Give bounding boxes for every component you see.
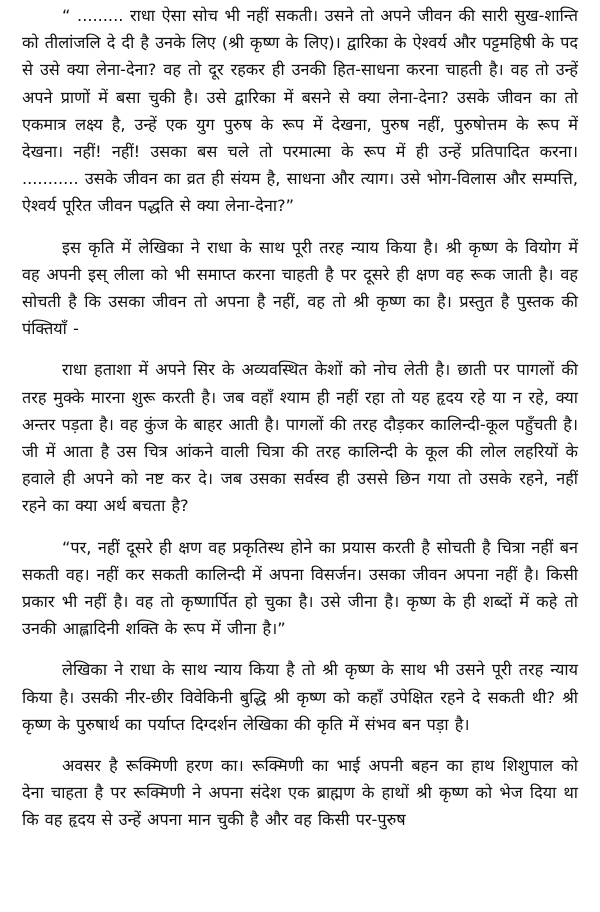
paragraph-justice-krishna: लेखिका ने राधा के साथ न्याय किया है तो श्री कृष्ण के साथ भी उसने पूरी तरह न्याय किया है। उसकी नीर-छीर विवेकिनी बुद्धि श्री कृष्ण को कहाँ उपेक्षित रहने दे सकती थी? श्री कृष्ण के पुरुषार्थ का पर्याप्त दिग्दर्शन लेखिका की कृति में संभव बन पड़ा है।	[22, 660, 578, 734]
paragraph-radha-despair: राधा हताशा में अपने सिर के अव्यवस्थित केशों को नोच लेती है। छाती पर पागलों की तरह मुक्के मारना शुरू करती है। जब वहाँ श्याम ही नहीं रहा तो यह हृदय रहे या न रहे, क्या अन्तर पड़ता है। वह कुंज के बाहर आती है। पागलों की तरह दौड़कर कालिन्दी-कूल पहुँचती है। जी में आता है उस चित्र आंकने वाली चित्रा की तरह कालिन्दी के कूल की लोल लहरियों के हवाले ही अपने को नष्ट कर दे। जब उसका सर्वस्व ही उससे छिन गया तो उसके रहने, नहीं रहने का क्या अर्थ बचता है?	[22, 360, 578, 516]
paragraph-quote-krishnarpit: “पर, नहीं दूसरे ही क्षण वह प्रकृतिस्थ होने का प्रयास करती है सोचती है चित्रा नहीं बन सकती वह। नहीं कर सकती कालिन्दी में अपना विसर्जन। उसका जीवन अपना नहीं है। किसी प्रकार भी नहीं है। वह तो कृष्णार्पित हो चुका है। उसे जीना है। कृष्ण के ही शब्दों में कहे तो उनकी आह्लादिनी शक्ति के रूप में जीना है।”	[22, 537, 578, 639]
paragraph-quote-radha: “ ......... राधा ऐसा सोच भी नहीं सकती। उसने तो अपने जीवन की सारी सुख-शान्ति को तीलांजलि दे दी है उनके लिए (श्री कृष्ण के लिए)। द्वारिका के ऐश्वर्य और पट्टमहिषी के पद से उसे क्या लेना-देना? वह तो दूर रहकर ही उनकी हित-साधना करना चाहती है। वह तो उन्हें अपने प्राणों में बसा चुकी है। उसे द्वारिका में बसने से क्या लेना-देना? उसके जीवन का तो एकमात्र लक्ष्य है, उन्हें एक युग पुरुष के रूप में देखना, पुरुष नहीं, पुरुषोत्तम के रूप में देखना। नहीं! नहीं! उसका बस चले तो परमात्मा के रूप में ही उन्हें प्रतिपादित करना। ........... उसके जीवन का व्रत ही संयम है, साधना और त्याग। उसे भोग-विलास और सम्पत्ति, ऐश्वर्य पूरित जीवन पद्धति से क्या लेना-देना?”	[22, 6, 578, 216]
paragraph-justice-radha: इस कृति में लेखिका ने राधा के साथ पूरी तरह न्याय किया है। श्री कृष्ण के वियोग में वह अपनी इस् लीला को भी समाप्त करना चाहती है पर दूसरे ही क्षण वह रूक जाती है। वह सोचती है कि उसका जीवन तो अपना है नहीं, वह तो श्री कृष्ण का है। प्रस्तुत है पुस्तक की पंक्तियाँ -	[22, 237, 578, 339]
paragraph-rukmini-haran: अवसर है रूक्मिणी हरण का। रूक्मिणी का भाई अपनी बहन का हाथ शिशुपाल को देना चाहता है पर रूक्मिणी ने अपना संदेश एक ब्राह्मण के हाथों श्री कृष्ण को भेज दिया था कि वह हृदय से उन्हें अपना मान चुकी है और वह किसी पर-पुरुष	[22, 756, 578, 830]
